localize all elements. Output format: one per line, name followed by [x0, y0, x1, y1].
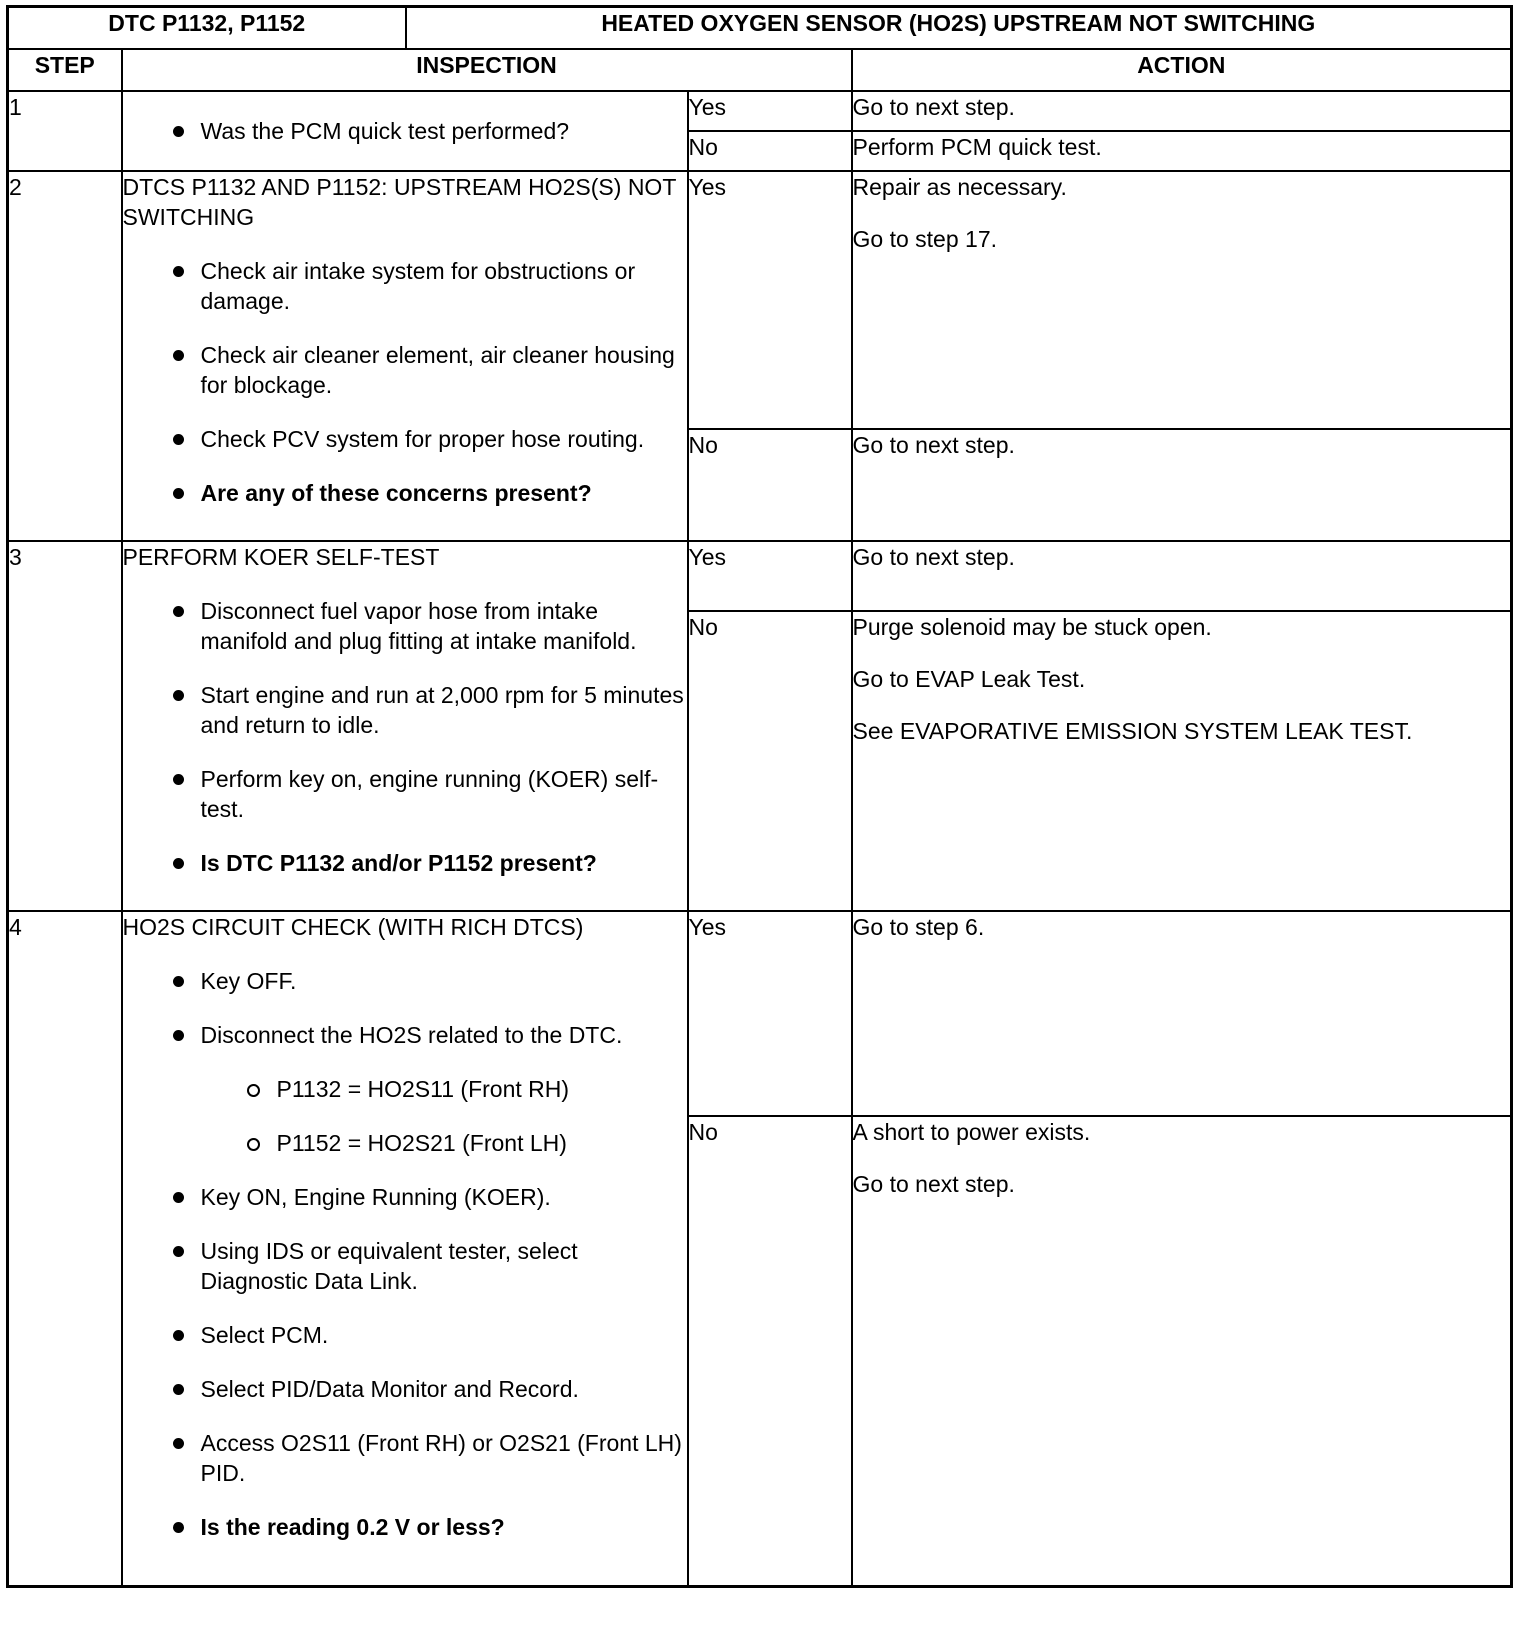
inspection-question: Was the PCM quick test performed? [123, 116, 687, 146]
action-text: Go to next step. [852, 1171, 1015, 1197]
yes-label: Yes [688, 541, 852, 611]
inspection-title: DTCS P1132 AND P1152: UPSTREAM HO2S(S) NOT SWITCHING [122, 174, 676, 230]
step-number: 3 [8, 541, 122, 911]
yes-label: Yes [688, 171, 852, 429]
column-header-row [8, 49, 1512, 91]
table-row [8, 541, 1512, 611]
no-label: No [688, 1116, 852, 1586]
action-text: Repair as necessary. [852, 174, 1067, 200]
inspection-subitem: P1152 = HO2S21 (Front LH) [123, 1128, 687, 1158]
inspection-item: Using IDS or equivalent tester, select Diagnostic Data Link. [123, 1236, 687, 1296]
inspection-item: Start engine and run at 2,000 rpm for 5 minutes and return to idle. [123, 680, 687, 740]
no-label: No [688, 611, 852, 911]
page-title: HEATED OXYGEN SENSOR (HO2S) UPSTREAM NOT SWITCHING [406, 7, 1512, 50]
table-row [8, 91, 1512, 131]
inspection-question: Is DTC P1132 and/or P1152 present? [123, 848, 687, 878]
action-text: Go to next step. [852, 541, 1512, 611]
no-label: No [688, 131, 852, 171]
action-text: See EVAPORATIVE EMISSION SYSTEM LEAK TEST. [852, 718, 1413, 744]
inspection-cell [122, 91, 688, 171]
step-number: 4 [8, 911, 122, 1586]
diagnostic-table [6, 5, 1513, 1588]
action-cell [852, 611, 1512, 911]
inspection-title: HO2S CIRCUIT CHECK (WITH RICH DTCS) [122, 914, 584, 940]
action-cell [852, 171, 1512, 429]
inspection-item: Key ON, Engine Running (KOER). [123, 1182, 687, 1212]
column-header-inspection: INSPECTION [122, 49, 852, 91]
table-row [8, 911, 1512, 1116]
action-text: Go to next step. [852, 429, 1512, 541]
inspection-item: Key OFF. [123, 966, 687, 996]
step-number: 1 [8, 91, 122, 171]
action-text: A short to power exists. [852, 1119, 1091, 1145]
inspection-subitem: P1132 = HO2S11 (Front RH) [123, 1074, 687, 1104]
title-row [8, 7, 1512, 50]
table-row [8, 171, 1512, 429]
inspection-cell [122, 171, 688, 541]
inspection-item [123, 1020, 687, 1158]
diagnostic-table-container [6, 5, 1510, 1588]
action-text: Purge solenoid may be stuck open. [852, 614, 1212, 640]
inspection-item: Check air cleaner element, air cleaner housing for blockage. [123, 340, 687, 400]
inspection-item: Check PCV system for proper hose routing. [123, 424, 687, 454]
inspection-item-text: Disconnect the HO2S related to the DTC. [200, 1022, 623, 1048]
no-label: No [688, 429, 852, 541]
yes-label: Yes [688, 911, 852, 1116]
step-number: 2 [8, 171, 122, 541]
inspection-cell [122, 541, 688, 911]
inspection-item: Select PCM. [123, 1320, 687, 1350]
dtc-codes: DTC P1132, P1152 [8, 7, 406, 50]
action-text: Perform PCM quick test. [852, 131, 1512, 171]
action-text: Go to next step. [852, 91, 1512, 131]
inspection-item: Check air intake system for obstructions or damage. [123, 256, 687, 316]
inspection-item: Perform key on, engine running (KOER) self-test. [123, 764, 687, 824]
inspection-cell [122, 911, 688, 1586]
inspection-question: Are any of these concerns present? [123, 478, 687, 508]
action-text: Go to EVAP Leak Test. [852, 666, 1086, 692]
column-header-step: STEP [8, 49, 122, 91]
action-text: Go to step 17. [852, 226, 997, 252]
column-header-action: ACTION [852, 49, 1512, 91]
action-cell [852, 1116, 1512, 1586]
inspection-title: PERFORM KOER SELF-TEST [122, 544, 440, 570]
action-text: Go to step 6. [852, 911, 1512, 1116]
inspection-item: Disconnect fuel vapor hose from intake manifold and plug fitting at intake manifold. [123, 596, 687, 656]
inspection-question: Is the reading 0.2 V or less? [123, 1512, 687, 1542]
yes-label: Yes [688, 91, 852, 131]
inspection-item: Access O2S11 (Front RH) or O2S21 (Front LH) PID. [123, 1428, 687, 1488]
inspection-item: Select PID/Data Monitor and Record. [123, 1374, 687, 1404]
